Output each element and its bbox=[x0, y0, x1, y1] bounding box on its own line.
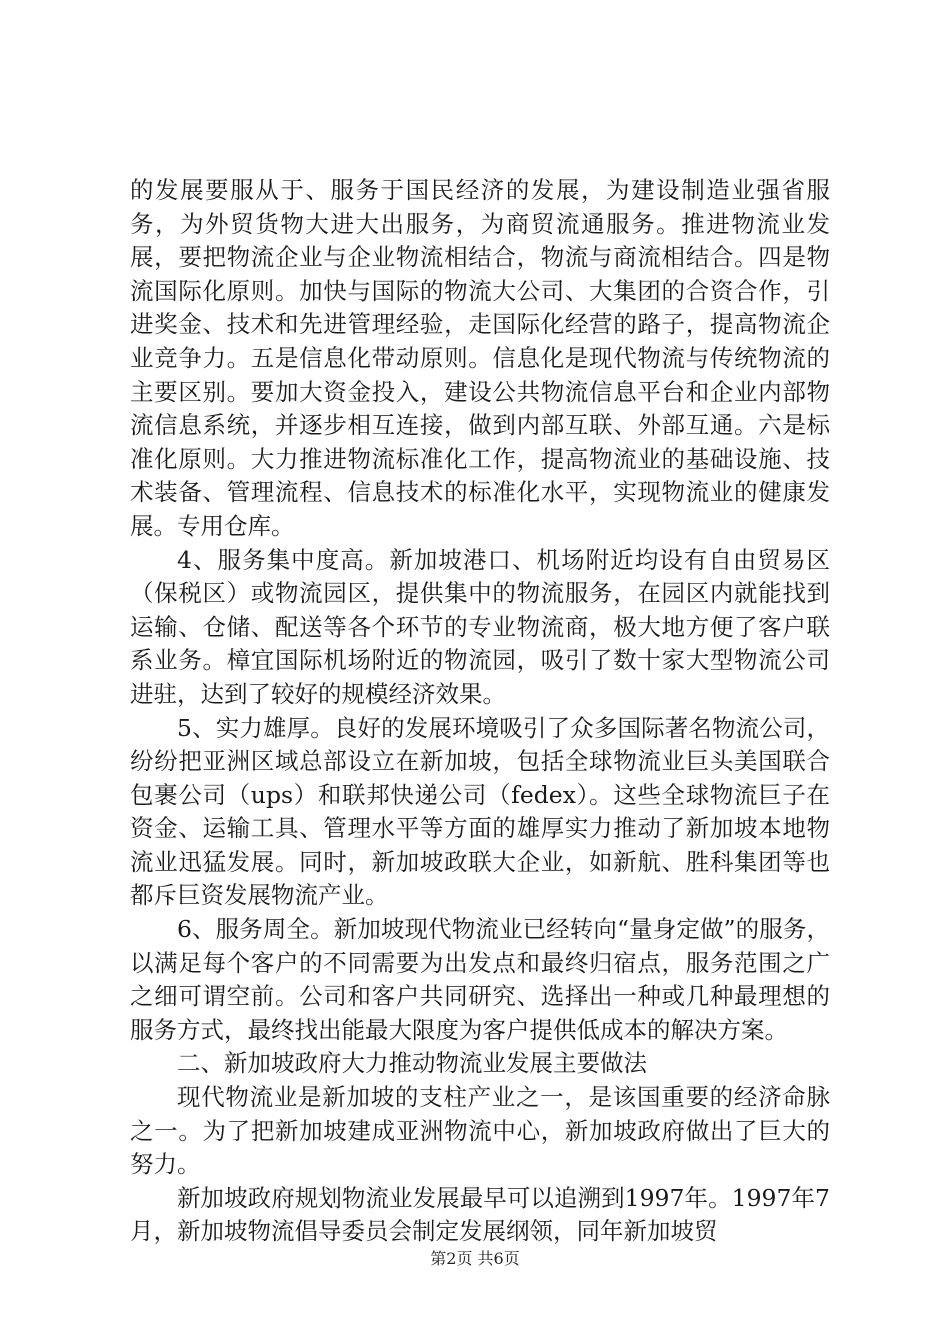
page-number-footer: 第2页 共6页 bbox=[430, 1249, 520, 1268]
document-body bbox=[130, 174, 830, 1249]
paragraph-continuation: 的发展要服从于、服务于国民经济的发展，为建设制造业强省服务，为外贸货物大进大出服务，为商贸流通服务。推进物流业发展，要把物流企业与企业物流相结合，物流与商流相结合。四是物流国际化原则。加快与国际的物流大公司、大集团的合资合作，引进奖金、技术和先进管理经验，走国际化经营的路子，提高物流企业竞争力。五是信息化带动原则。信息化是现代物流与传统物流的主要区别。要加大资金投入，建设公共物流信息平台和企业内部物流信息系统，并逐步相互连接，做到内部互联、外部互通。六是标准化原则。大力推进物流标准化工作，提高物流业的基础设施、技术装备、管理流程、信息技术的标准化水平，实现物流业的健康发展。专用仓库。 bbox=[130, 176, 830, 540]
paragraph-item-5: 5、实力雄厚。良好的发展环境吸引了众多国际著名物流公司，纷纷把亚洲区域总部设立在新加坡，包括全球物流业巨头美国联合包裹公司（ups）和联邦快递公司（fedex）。这些全球物流巨子在资金、运输工具、管理水平等方面的雄厚实力推动了新加坡本地物流业迅猛发展。同时，新加坡政联大企业，如新航、胜科集团等也都斥巨资发展物流产业。 bbox=[130, 713, 830, 910]
paragraph-intro: 现代物流业是新加坡的支柱产业之一，是该国重要的经济命脉之一。为了把新加坡建成亚洲物流中心，新加坡政府做出了巨大的努力。 bbox=[130, 1083, 830, 1179]
paragraph-item-6: 6、服务周全。新加坡现代物流业已经转向“量身定做”的服务，以满足每个客户的不同需要为出发点和最终归宿点，服务范围之广之细可谓空前。公司和客户共同研究、选择出一种或几种最理想的服务方式，最终找出能最大限度为客户提供低成本的解决方案。 bbox=[130, 915, 830, 1044]
paragraph-item-4: 4、服务集中度高。新加坡港口、机场附近均设有自由贸易区（保税区）或物流园区，提供集中的物流服务，在园区内就能找到运输、仓储、配送等各个环节的专业物流商，极大地方便了客户联系业务。樟宜国际机场附近的物流园，吸引了数十家大型物流公司进驻，达到了较好的规模经济效果。 bbox=[130, 545, 830, 708]
paragraph-history: 新加坡政府规划物流业发展最早可以追溯到1997年。1997年7月，新加坡物流倡导委员会制定发展纲领，同年新加坡贸 bbox=[130, 1183, 830, 1246]
section-heading: 二、新加坡政府大力推动物流业发展主要做法 bbox=[177, 1049, 647, 1078]
